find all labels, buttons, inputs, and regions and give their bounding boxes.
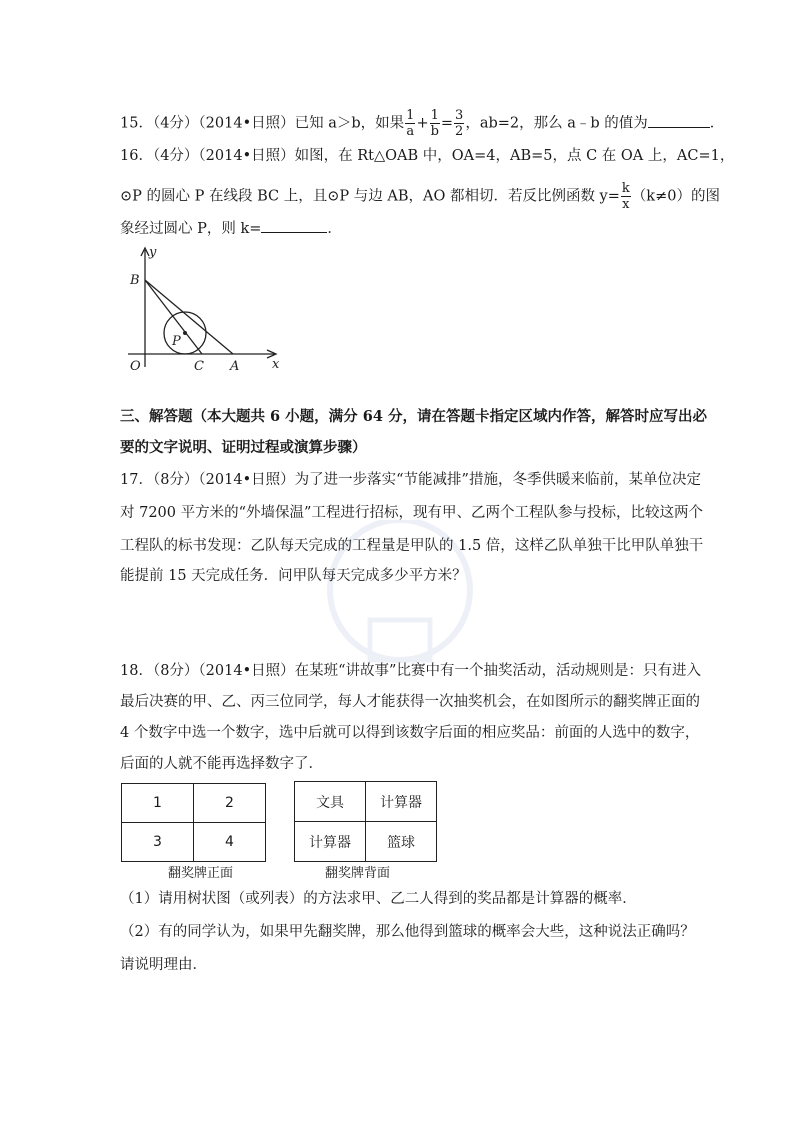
card-front-cell[interactable]: 4 [194,823,266,862]
card-front-cell[interactable]: 3 [122,823,194,862]
question-16-line-1: 16．（4分）（2014•日照）如图，在 Rt△OAB 中，OA=4，AB=5，点 C 在 OA 上，AC=1， [120,148,735,164]
question-18-line-3: 4 个数字中选一个数字，选中后就可以得到该数字后面的相应奖品：前面的人选中的数字， [120,725,700,741]
question-17-line-2: 对 7200 平方米的“外墙保温”工程进行招标，现有甲、乙两个工程队参与投标，比较这两个 [120,505,703,521]
answer-blank-16[interactable] [261,218,327,233]
card-back-table [294,781,437,862]
card-back-cell: 文具 [295,782,366,822]
question-18-line-1: 18．（8分）（2014•日照）在某班“讲故事”比赛中有一个抽奖活动，活动规则是：只有进入 [120,663,701,679]
question-18-sub-1: （1）请用树状图（或列表）的方法求甲、乙二人得到的奖品都是计算器的概率． [120,891,637,907]
card-back-caption: 翻奖牌背面 [325,866,391,881]
label-y: y [149,245,157,260]
card-front-cell[interactable]: 1 [122,784,194,823]
geometry-figure [120,242,290,377]
question-18-line-2: 最后决赛的甲、乙、丙三位同学，每人才能获得一次抽奖机会，在如图所示的翻奖牌正面的 [120,694,700,710]
question-17-line-3: 工程队的标书发现：乙队每天完成的工程量是甲队的 1.5 倍，这样乙队单独干比甲队单独干 [120,538,704,554]
fraction-3-over-2: $\frac{3}{2}$ [455,108,464,139]
question-16-line-2: ⊙P 的圆心 P 在线段 BC 上，且⊙P 与边 AB，AO 都相切．若反比例函数 y= $\frac{k}{x}$ （k≠0）的图 [120,181,720,212]
label-p: P [172,334,181,349]
label-a: A [230,359,240,374]
question-15: 15．（4分）（2014•日照）已知 a＞b，如果 $\frac{1}{a}$ + $\frac{1}{b}$ = $\frac{3}{2}$ ，ab=2，那么 a﹣b 的值为 ． [120,108,725,139]
fraction-1-over-a: $\frac{1}{a}$ [406,108,415,139]
label-x: x [272,357,280,372]
question-16-line-3: 象经过圆心 P，则 k= ． [120,218,342,239]
question-17-line-1: 17．（8分）（2014•日照）为了进一步落实“节能减排”措施，冬季供暖来临前，某单位决定 [120,472,701,488]
fraction-1-over-b: $\frac{1}{b}$ [430,108,439,139]
question-18-sub-2-line-1: （2）有的同学认为，如果甲先翻奖牌，那么他得到篮球的概率会大些，这种说法正确吗？ [120,924,695,940]
card-front-cell[interactable]: 2 [194,784,266,823]
card-front-table [121,783,266,862]
card-back-cell: 计算器 [366,782,437,822]
section-3-heading-line-2: 要的文字说明、证明过程或演算步骤） [120,439,367,456]
card-back-cell: 篮球 [366,822,437,862]
center-p-dot [183,331,187,335]
fraction-k-over-x: $\frac{k}{x}$ [621,181,630,212]
section-3-heading-line-1: 三、解答题（本大题共 6 小题，满分 64 分，请在答题卡指定区域内作答，解答时应写出必 [120,408,707,425]
label-c: C [194,359,204,374]
answer-blank-15[interactable] [648,113,710,128]
label-b: B [130,273,140,288]
question-17-line-4: 能提前 15 天完成任务．问甲队每天完成多少平方米？ [120,568,467,584]
question-18-sub-2-line-2: 请说明理由． [120,957,207,973]
label-o: O [130,359,141,374]
card-back-cell: 计算器 [295,822,366,862]
card-front-caption: 翻奖牌正面 [168,866,234,881]
segment-ab [145,280,233,354]
question-18-line-4: 后面的人就不能再选择数字了． [120,756,323,772]
